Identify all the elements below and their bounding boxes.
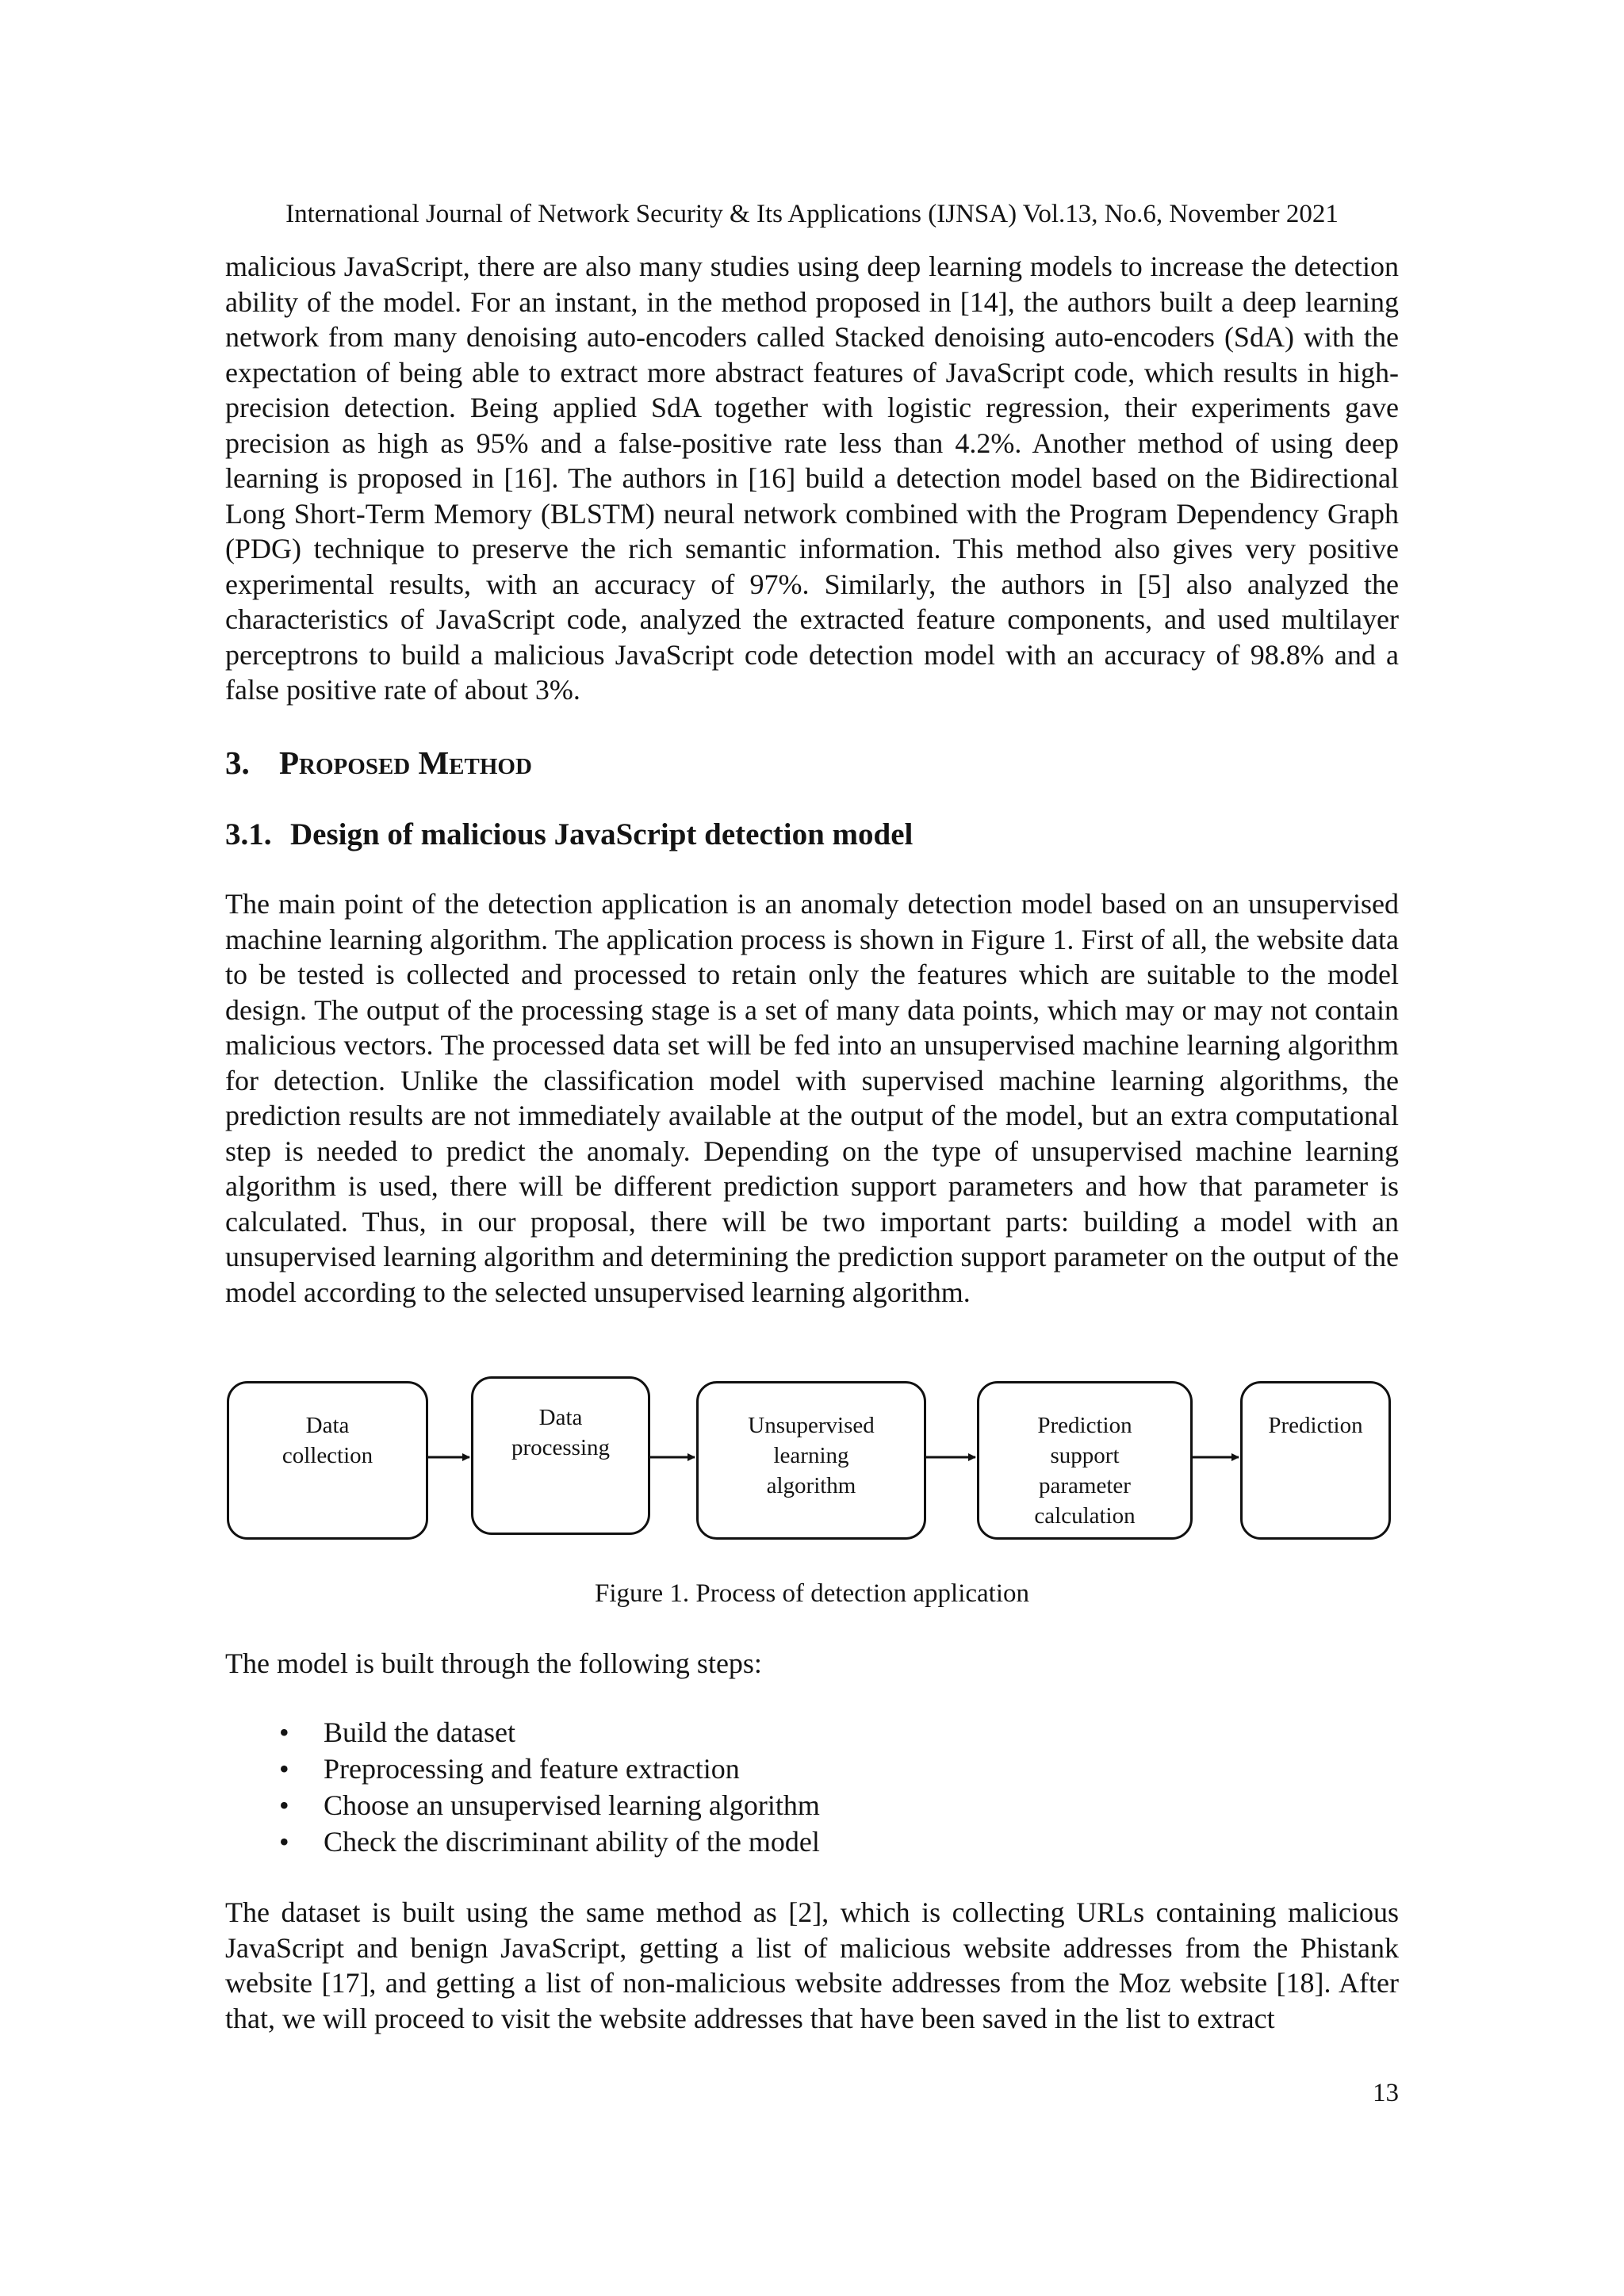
body-paragraph: The model is built through the following steps: [225,1647,762,1679]
list-item: • Preprocessing and feature extraction [276,1751,820,1787]
steps-list [276,1714,820,1860]
flow-box-label: Data processing [511,1405,611,1460]
flow-box-data-processing [471,1376,650,1535]
body-paragraph: The dataset is built using the same method as [2], which is collecting URLs containing malicious JavaScript and benign JavaScript, getting a list of malicious website addresses from the Phistank website [17], and getting a list of non-malicious website addresses from the Moz website [18]. After that, we will proceed to visit the website addresses that have been saved in the list to extract [225,1896,1399,2034]
flow-box-label: Unsupervised learning algorithm [748,1413,875,1498]
bullet-icon: • [279,1789,289,1821]
list-item: • Choose an unsupervised learning algorithm [276,1787,820,1823]
subsection-title: Design of malicious JavaScript detection model [290,817,914,851]
flow-box-prediction [1240,1381,1391,1540]
flow-box-unsupervised-learning [696,1381,926,1540]
flow-box-prediction-support [977,1381,1193,1540]
bullet-icon: • [279,1716,289,1748]
subsection-heading [225,815,913,855]
section-number: 3. [225,744,250,781]
body-paragraph: The main point of the detection application is an anomaly detection model based on an unsupervised machine learning algorithm. The application process is shown in Figure 1. First of all, the website data to be tested is collected and processed to retain only the features which are suitable to the model design. The output of the processing stage is a set of many data points, which may or may not contain malicious vectors. The processed data set will be fed into an unsupervised machine learning algorithm for detection. Unlike the classification model with supervised machine learning algorithms, the prediction results are not immediately available at the output of the model, but an extra computational step is needed to predict the anomaly. Depending on the type of unsupervised machine learning algorithm is used, there will be different prediction support parameters and how that parameter is calculated. Thus, in our proposal, there will be two important parts: building a model with an unsupervised learning algorithm and determining the prediction support parameter on the output of the model according to the selected unsupervised learning algorithm. [225,888,1399,1308]
flow-box-label: Prediction support parameter calculation [1034,1413,1136,1529]
flow-box-label: Data collection [282,1413,373,1468]
body-paragraph: malicious JavaScript, there are also many studies using deep learning models to increase the detection ability of the model. For an instant, in the method proposed in [14], the authors built a deep learning network from many denoising auto-encoders called Stacked denoising auto-encoders (SdA) with the expectation of being able to extract more abstract features of JavaScript code, which results in high-precision detection. Being applied SdA together with logistic regression, their experiments gave precision as high as 95% and a false-positive rate less than 4.2%. Another method of using deep learning is proposed in [16]. The authors in [16] build a detection model based on the Bidirectional Long Short-Term Memory (BLSTM) neural network combined with the Program Dependency Graph (PDG) technique to preserve the rich semantic information. This method also gives very positive experimental results, with an accuracy of 97%. Similarly, the authors in [5] also analyzed the characteristics of JavaScript code, analyzed the extracted feature components, and used multilayer perceptrons to build a malicious JavaScript code detection model with an accuracy of 98.8% and a false positive rate of about 3%. [225,251,1399,706]
subsection-number: 3.1. [225,817,272,851]
figure-caption: Figure 1. Process of detection application [594,1579,1030,1608]
list-item: • Check the discriminant ability of the model [276,1823,820,1860]
section-heading [225,742,532,783]
process-flow-figure [222,1368,1396,1559]
running-header: International Journal of Network Security & Its Applications (IJNSA) Vol.13, No.6, November 2021 [285,200,1339,228]
page-number: 13 [1373,2079,1399,2107]
flow-box-data-collection [227,1381,428,1540]
section-title: Proposed Method [279,744,532,781]
bullet-icon: • [279,1753,289,1785]
flow-box-label: Prediction [1268,1413,1363,1438]
bullet-icon: • [279,1826,289,1858]
list-item: • Build the dataset [276,1714,820,1751]
